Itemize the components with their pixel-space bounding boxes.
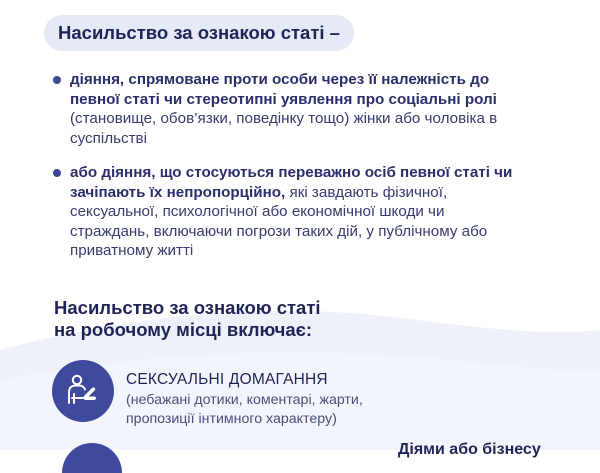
next-item-title: Діями або бізнесу — [398, 441, 541, 458]
definition-text-1 — [70, 70, 523, 148]
harassment-desc-line-1: (небажані дотики, коментарі, жарти, — [126, 392, 363, 408]
workplace-title-line-2: на робочому місці включає: — [54, 319, 313, 340]
workplace-title-line-1: Насильство за ознакою статі — [54, 297, 321, 318]
harassment-glyph — [63, 371, 103, 411]
definition-heading — [44, 15, 354, 51]
harassment-icon — [52, 360, 114, 422]
definition-item-1 — [53, 70, 523, 148]
definition-bold-2: або діяння, що стосуються переважно осіб певної статі чи зачіпають їх непропорційно, — [70, 164, 513, 201]
definition-text-2 — [70, 163, 523, 261]
bullet-icon — [53, 76, 61, 84]
next-item-icon — [62, 443, 122, 473]
workplace-section-title — [54, 297, 454, 341]
bullet-icon — [53, 169, 61, 177]
harassment-desc-line-2: пропозиції інтимного характеру) — [126, 410, 337, 427]
harassment-title: СЕКСУАЛЬНІ ДОМАГАННЯ — [126, 371, 328, 388]
definition-heading-text: Насильство за ознакою статі – — [58, 22, 340, 43]
definition-normal-2: які завдають фізичної, сексуальної, психологічної або економічної шкоди чи страждань, включаючи погрози таких дій, у публічному або приватному житті — [70, 183, 488, 259]
definition-item-2 — [53, 163, 523, 261]
harassment-description — [126, 391, 456, 428]
definition-bold-1: діяння, спрямоване проти особи через її належність до певної статі чи стереотипні уявлення про соціальні ролі — [70, 71, 497, 108]
definition-normal-1: (становище, обов’язки, поведінку тощо) жінки або чоловіка в суспільстві — [70, 110, 498, 147]
